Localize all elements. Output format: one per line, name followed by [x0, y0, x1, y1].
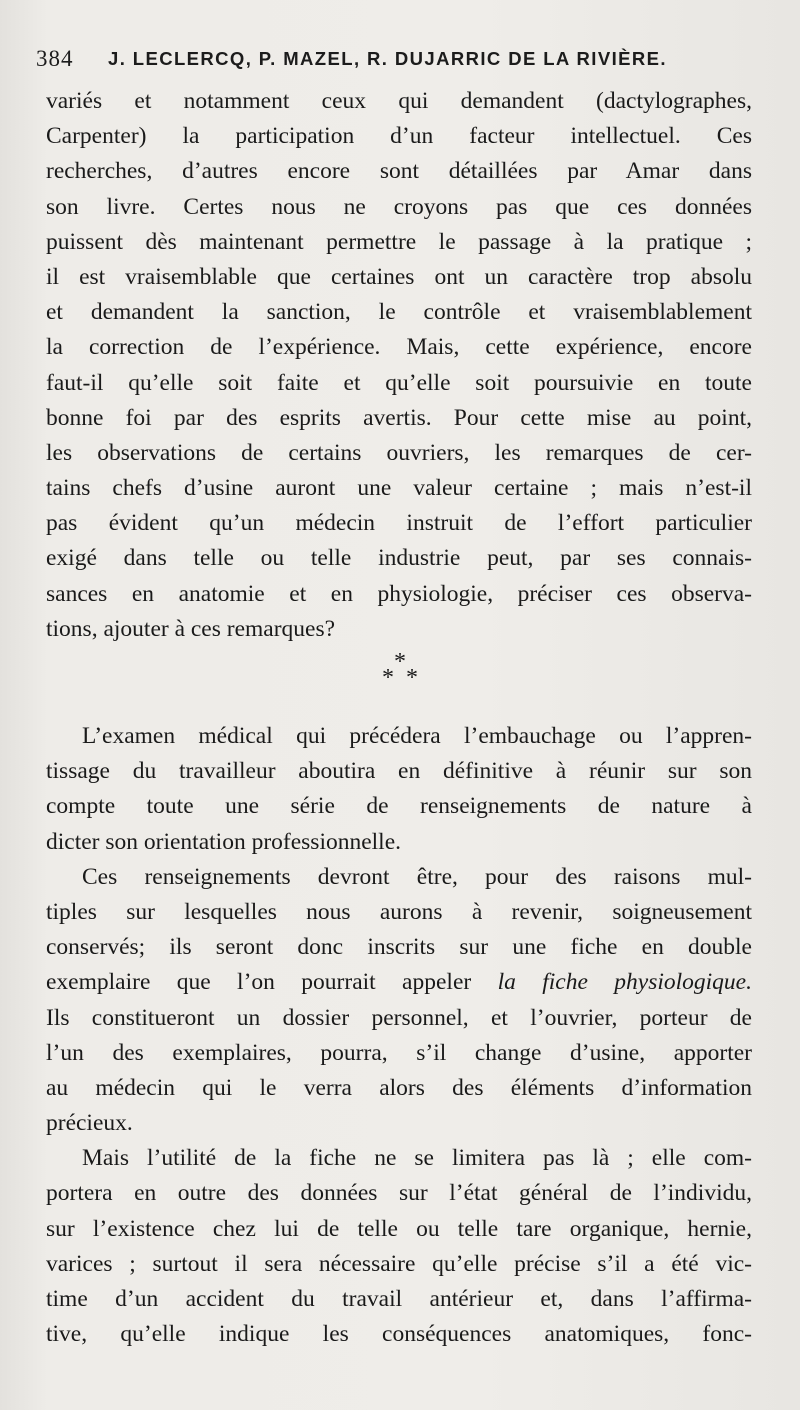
text-line: faut-il qu’elle soit faite et qu’elle soit poursuivie en toute [46, 369, 752, 396]
asterism [378, 649, 428, 699]
text-line: au médecin qui le verra alors des éléments d’information [46, 1074, 752, 1101]
text-line: L’examen médical qui précédera l’embauchage ou l’appren- [82, 723, 752, 749]
text-line: compte toute une série de renseignements de nature à [46, 793, 752, 820]
running-head: J. LECLERCQ, P. MAZEL, R. DUJARRIC DE LA RIVIÈRE. [108, 48, 667, 69]
body-text [46, 84, 752, 1352]
paragraph-3 [46, 860, 752, 1142]
text-line: variés et notamment ceux qui demandent (dactylographes, [46, 88, 752, 114]
text-line: tiples sur lesquelles nous aurons à revenir, soigneusement [46, 898, 752, 925]
asterisk-right: * [406, 665, 418, 691]
text-line: time d’un accident du travail antérieur et, dans l’affirma- [46, 1286, 752, 1312]
text-line: sances en anatomie et en physiologie, préciser ces observa- [46, 580, 752, 607]
text-line: les observations de certains ouvriers, les remarques de cer- [46, 439, 752, 466]
paragraph-4 [46, 1141, 752, 1352]
section-separator [46, 647, 752, 719]
text-line: tions, ajouter à ces remarques? [46, 615, 336, 642]
text-line: bonne foi par des esprits avertis. Pour cette mise au point, [46, 404, 752, 431]
text-line: Ils constitueront un dossier personnel, et l’ouvrier, porteur de [46, 1004, 752, 1031]
asterisk-left: * [382, 665, 394, 691]
text-line: dicter son orientation professionnelle. [46, 828, 402, 855]
text-line: pas évident qu’un médecin instruit de l’effort particulier [46, 510, 752, 537]
text-line: l’un des exemplaires, pourra, s’il change d’usine, apporter [46, 1039, 752, 1066]
text-line: précieux. [46, 1110, 133, 1137]
page-number: 384 [36, 46, 74, 71]
paragraph-2 [46, 719, 752, 860]
text-line: tains chefs d’usine auront une valeur certaine ; mais n’est-il [46, 475, 752, 502]
text-line: puissent dès maintenant permettre le passage à la pratique ; [46, 228, 752, 255]
italic-term: la fiche physiologique. [497, 969, 752, 996]
text-line: et demandent la sanction, le contrôle et vraisemblablement [46, 299, 752, 326]
text-line: Ces renseignements devront être, pour des raisons mul- [82, 863, 752, 890]
text-line: recherches, d’autres encore sont détaillées par Amar dans [46, 158, 752, 185]
text-line: il est vraisemblable que certaines ont un caractère trop absolu [46, 263, 752, 290]
text-line: tissage du travailleur aboutira en définitive à réunir sur son [46, 758, 752, 785]
text-line: tive, qu’elle indique les conséquences anatomiques, fonc- [46, 1321, 752, 1348]
text-line: Mais l’utilité de la fiche ne se limitera pas là ; elle com- [82, 1145, 752, 1172]
text-line: varices ; surtout il sera nécessaire qu’elle précise s’il a été vic- [46, 1250, 752, 1277]
text-line: conservés; ils seront donc inscrits sur une fiche en double [46, 934, 752, 961]
text-line: portera en outre des données sur l’état général de l’individu, [46, 1180, 752, 1207]
paragraph-1 [46, 84, 752, 647]
text-line: son livre. Certes nous ne croyons pas que ces données [46, 193, 752, 220]
text-line [46, 965, 752, 1000]
text-run: exemplaire que l’on pourrait appeler [46, 969, 498, 996]
text-line: sur l’existence chez lui de telle ou telle tare organique, hernie, [46, 1215, 752, 1242]
asterisk-top: * [394, 649, 406, 675]
text-line: exigé dans telle ou telle industrie peut, par ses connais- [46, 545, 752, 572]
text-line: Carpenter) la participation d’un facteur intellectuel. Ces [46, 123, 752, 150]
text-line: la correction de l’expérience. Mais, cette expérience, encore [46, 334, 752, 361]
page-header [36, 44, 756, 76]
